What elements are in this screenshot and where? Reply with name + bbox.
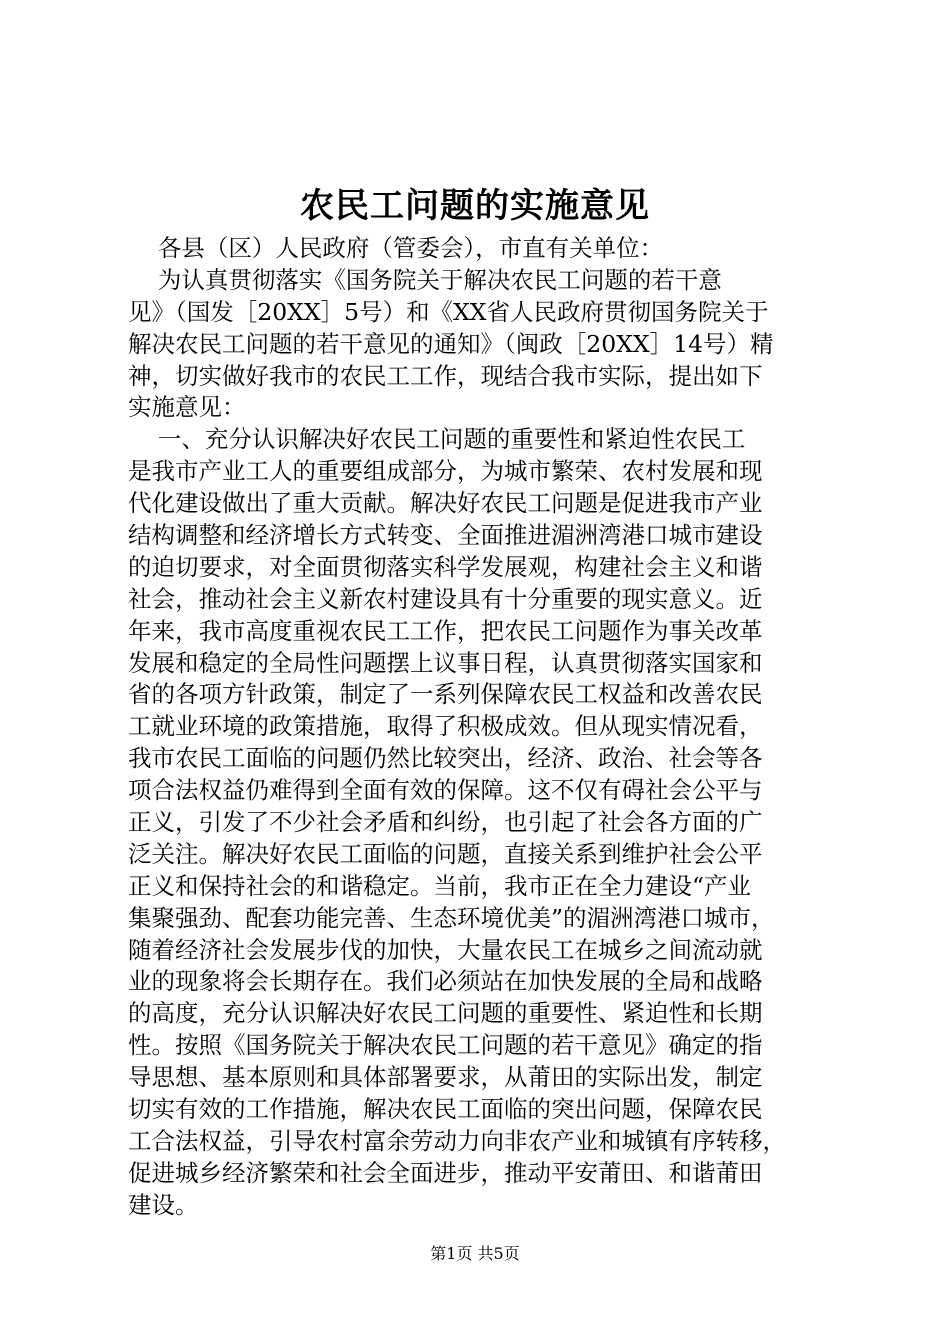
body-line: 解决农民工问题的若干意见的通知》（闽政［20XX］14号）精: [128, 329, 774, 358]
body-line: 发展和稳定的全局性问题摆上议事日程，认真贯彻落实国家和: [128, 648, 763, 677]
body-line: 神，切实做好我市的农民工工作，现结合我市实际，提出如下: [128, 361, 763, 390]
body-line: 工合法权益，引导农村富余劳动力向非农产业和城镇有序转移，: [128, 1126, 786, 1155]
body-line: 的高度，充分认识解决好农民工问题的重要性、紧迫性和长期: [128, 999, 763, 1028]
document-title: 农民工问题的实施意见: [300, 186, 650, 226]
body-line: 社会，推动社会主义新农村建设具有十分重要的现实意义。近: [128, 584, 763, 613]
body-line: 年来，我市高度重视农民工工作，把农民工问题作为事关改革: [128, 616, 763, 645]
body-line: 建设。: [128, 1190, 199, 1219]
page-footer: 第1页 共5页: [430, 1244, 520, 1263]
body-line: 是我市产业工人的重要组成部分，为城市繁荣、农村发展和现: [128, 457, 763, 486]
body-line: 导思想、基本原则和具体部署要求，从莆田的实际出发，制定: [128, 1063, 763, 1092]
body-line: 见》（国发［20XX］5号）和《XX省人民政府贯彻国务院关于: [128, 297, 769, 326]
body-line: 正义和保持社会的和谐稳定。当前，我市正在全力建设“产业: [128, 871, 752, 900]
body-line: 实施意见：: [128, 393, 246, 422]
body-line: 切实有效的工作措施，解决农民工面临的突出问题，保障农民: [128, 1095, 763, 1124]
body-line: 一、充分认识解决好农民工问题的重要性和紧迫性农民工: [128, 425, 746, 454]
body-line: 正义，引发了不少社会矛盾和纠纷，也引起了社会各方面的广: [128, 808, 763, 837]
body-line: 泛关注。解决好农民工面临的问题，直接关系到维护社会公平: [128, 839, 763, 868]
body-line: 为认真贯彻落实《国务院关于解决农民工问题的若干意: [128, 265, 722, 294]
body-line: 工就业环境的政策措施，取得了积极成效。但从现实情况看，: [128, 712, 763, 741]
body-line: 促进城乡经济繁荣和社会全面进步，推动平安莆田、和谐莆田: [128, 1158, 763, 1187]
body-line: 各县（区）人民政府（管委会），市直有关单位：: [128, 234, 664, 262]
body-line: 随着经济社会发展步伐的加快，大量农民工在城乡之间流动就: [128, 935, 763, 964]
document-body: [128, 233, 832, 1222]
body-line: 我市农民工面临的问题仍然比较突出，经济、政治、社会等各: [128, 744, 763, 773]
body-line: 项合法权益仍难得到全面有效的保障。这不仅有碍社会公平与: [128, 776, 763, 805]
body-line: 结构调整和经济增长方式转变、全面推进湄洲湾港口城市建设: [128, 521, 763, 550]
body-line: 性。按照《国务院关于解决农民工问题的若干意见》确定的指: [128, 1031, 763, 1060]
body-line: 省的各项方针政策，制定了一系列保障农民工权益和改善农民: [128, 680, 763, 709]
body-line: 代化建设做出了重大贡献。解决好农民工问题是促进我市产业: [128, 489, 763, 518]
body-line: 集聚强劲、配套功能完善、生态环境优美”的湄洲湾港口城市，: [128, 903, 775, 932]
body-line: 的迫切要求，对全面贯彻落实科学发展观，构建社会主义和谐: [128, 552, 763, 581]
body-line: 业的现象将会长期存在。我们必须站在加快发展的全局和战略: [128, 967, 763, 996]
